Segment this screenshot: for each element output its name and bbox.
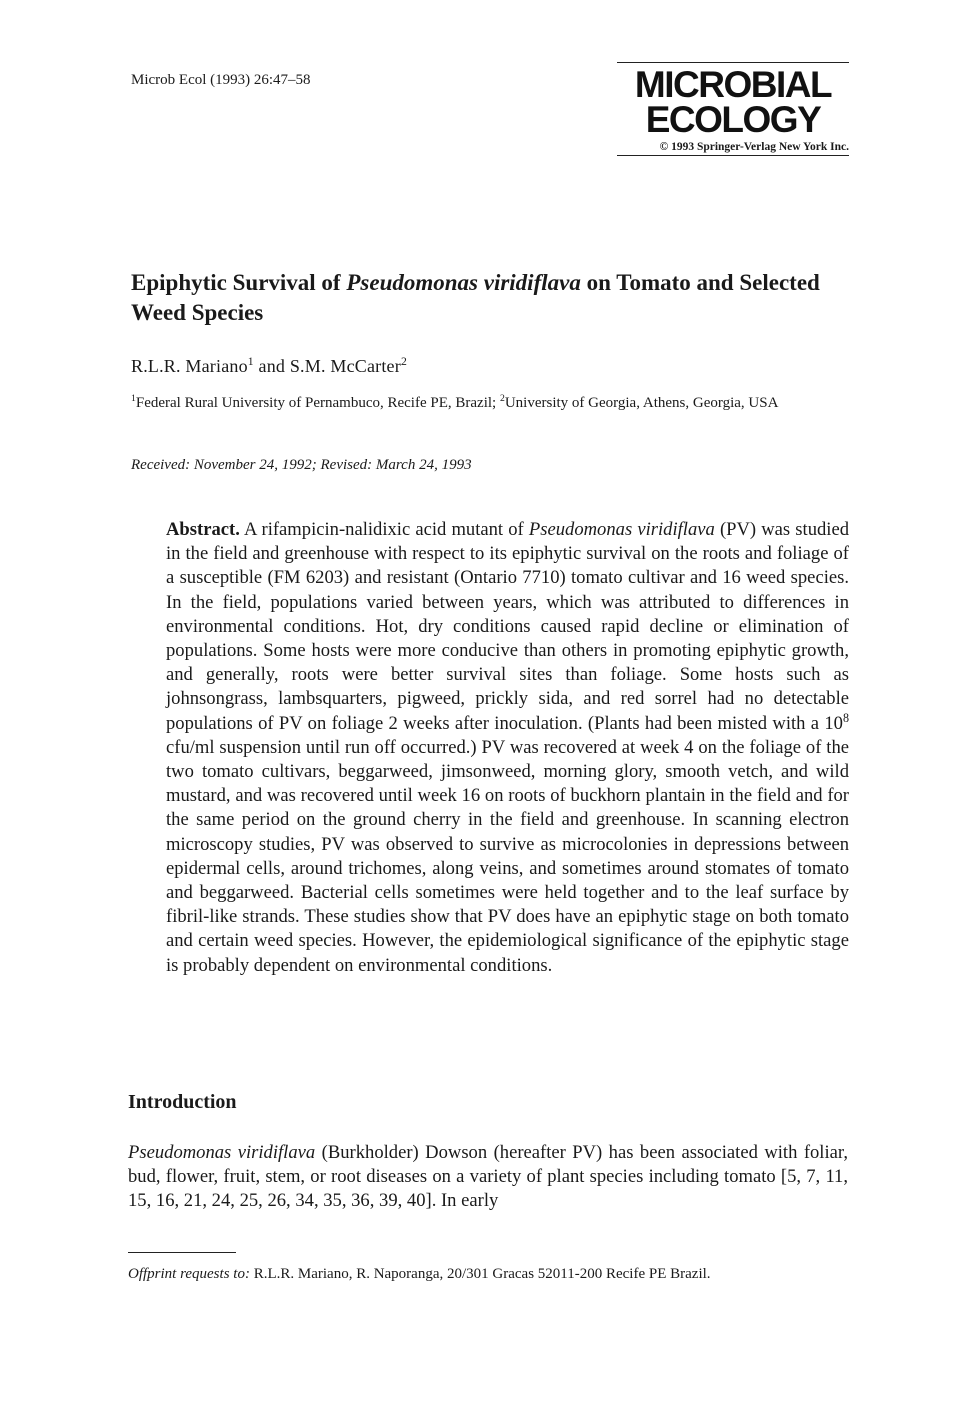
author-2: S.M. McCarter bbox=[289, 356, 401, 376]
abstract bbox=[166, 518, 849, 978]
journal-logo bbox=[617, 62, 849, 156]
article-title bbox=[131, 268, 831, 328]
footnote-text: R.L.R. Mariano, R. Naporanga, 20/301 Gracas 52011-200 Recife PE Brazil. bbox=[249, 1266, 711, 1282]
abstract-text-2: (PV) was studied in the field and greenhouse with respect to its epiphytic survival on the roots and foliage of a susceptible (FM 6203) and resistant (Ontario 7710) tomato cultivar and 16 weed species. In the field, populations varied between years, which was attributed to differences in environmental conditions. Hot, dry conditions caused rapid decline or elimination of populations. Some hosts were more conducive than others in promoting epiphytic growth, and generally, roots were better survival sites than foliage. Some hosts such as johnsongrass, lambsquarters, pigweed, prickly sida, and red sorrel had no detectable populations of PV on foliage 2 weeks after inoculation. (Plants had been misted with a 10 bbox=[166, 519, 850, 734]
author-2-affil: 2 bbox=[400, 355, 407, 368]
journal-copyright: © 1993 Springer-Verlag New York Inc. bbox=[659, 141, 849, 153]
intro-species: Pseudomonas viridiflava bbox=[128, 1142, 316, 1163]
intro-text: (Burkholder) Dowson (hereafter PV) has been associated with foliar, bud, flower, fruit, stem, or root diseases on a variety of plant species including tomato [5, 7, 11, 15, 16, 21, 24, 25, 26, 34, 35, 36, 39, 40]. In early bbox=[128, 1142, 848, 1212]
abstract-text-3: cfu/ml suspension until run off occurred.) PV was recovered at week 4 on the foliage of the two tomato cultivars, beggarweed, jimsonweed, morning glory, smooth vetch, and wild mustard, and was recovered until week 16 on roots of buckhorn plantain in the field and for the same period on the ground cherry in the field and greenhouse. In scanning electron microscopy studies, PV was observed to survive as microcolonies in depressions between epidermal cells, around trichomes, along veins, and sometimes around stomates of tomato and beggarweed. Bacterial cells sometimes were held together and to the leaf surface by fibril-like strands. These studies show that PV does have an epiphytic stage on both tomato and certain weed species. However, the epidemiological significance of the epiphytic stage is probably dependent on environmental conditions. bbox=[166, 736, 849, 976]
footnote-divider bbox=[128, 1252, 236, 1253]
introduction-heading: Introduction bbox=[128, 1091, 237, 1113]
affil-1: Federal Rural University of Pernambuco, Recife PE, Brazil; bbox=[135, 395, 500, 411]
journal-citation: Microb Ecol (1993) 26:47–58 bbox=[131, 72, 311, 88]
affiliations bbox=[131, 393, 851, 414]
journal-name-line2: ECOLOGY bbox=[645, 99, 821, 140]
received-dates: Received: November 24, 1992; Revised: March 24, 1993 bbox=[131, 457, 472, 473]
footnote bbox=[128, 1266, 711, 1283]
journal-name-line1: MICROBIAL bbox=[634, 64, 832, 105]
abstract-exponent: 8 bbox=[842, 710, 849, 725]
author-conjunction: and bbox=[253, 356, 290, 376]
author-1: R.L.R. Mariano bbox=[131, 356, 248, 376]
affil-1-marker: 1 bbox=[131, 393, 136, 404]
abstract-species: Pseudomonas viridiflava bbox=[528, 519, 715, 540]
title-part1: Epiphytic Survival of bbox=[131, 270, 347, 295]
abstract-label: Abstract. bbox=[166, 519, 240, 540]
affil-2: University of Georgia, Athens, Georgia, USA bbox=[504, 395, 779, 411]
footnote-label: Offprint requests to: bbox=[128, 1266, 250, 1282]
introduction-paragraph bbox=[128, 1141, 848, 1214]
abstract-text-1: A rifampicin-nalidixic acid mutant of bbox=[239, 519, 529, 540]
title-part2: on Tomato and Selected Weed Species bbox=[131, 270, 820, 325]
author-list bbox=[131, 356, 407, 377]
author-1-affil: 1 bbox=[247, 355, 254, 368]
title-species: Pseudomonas viridiflava bbox=[346, 270, 581, 295]
affil-2-marker: 2 bbox=[499, 393, 505, 404]
